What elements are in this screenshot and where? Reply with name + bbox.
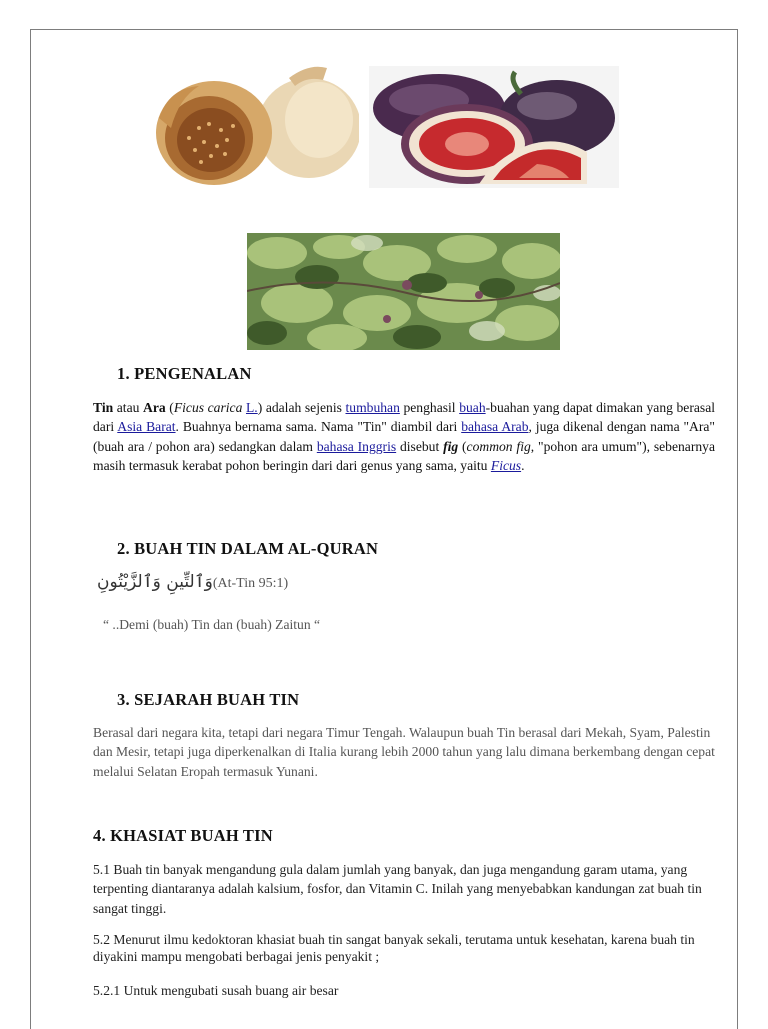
- species-name: Ficus carica: [173, 400, 243, 415]
- verse-reference: (At-Tin 95:1): [212, 576, 289, 591]
- section4-heading: 4. KHASIAT BUAH TIN: [93, 826, 273, 845]
- verse-translation: “ ..Demi (buah) Tin dan (buah) Zaitun “: [103, 617, 321, 632]
- fresh-figs-image: [369, 66, 619, 188]
- link-tumbuhan[interactable]: tumbuhan: [345, 400, 400, 415]
- section4-point-5-2: 5.2 Menurut ilmu kedoktoran khasiat buah tin sangat banyak sekali, terutama untuk kesehatan, karena buah tin diyakini mampu mengobati berbagai jenis penyakit ;: [93, 932, 695, 964]
- fig-tree-image: [247, 233, 560, 350]
- quran-verse: [97, 571, 288, 592]
- term-tin: Tin: [93, 400, 114, 415]
- term-fig: fig: [443, 438, 459, 454]
- link-asia-barat[interactable]: Asia Barat: [117, 419, 176, 435]
- section1-heading: 1. PENGENALAN: [117, 364, 252, 383]
- section4-point-5-1: 5.1 Buah tin banyak mengandung gula dalam jumlah yang banyak, dan juga mengandung garam utama, yang terpenting diantaranya adalah kalsium, fosfor, dan Vitamin C. Inilah yang menyebabkan kandungan zat buah tin sangat tinggi.: [93, 862, 702, 916]
- link-ficus[interactable]: Ficus: [490, 458, 522, 474]
- section2-heading: 2. BUAH TIN DALAM AL-QURAN: [117, 539, 379, 558]
- document-page: [30, 29, 738, 1029]
- arabic-verse: وَٱلتِّينِ وَٱلزَّيْتُونِ: [97, 572, 213, 592]
- dried-figs-image: [139, 58, 359, 190]
- link-bahasa-arab[interactable]: bahasa Arab: [461, 419, 529, 435]
- section3-paragraph: Berasal dari negara kita, tetapi dari negara Timur Tengah. Walaupun buah Tin berasal dari Mekah, Syam, Palestin dan Mesir, tetapi juga diperkenalkan di Italia kurang lebih 2000 tahun yang lalu dimana berkembang dengan cepat melalui Selatan Eropah termasuk Yunani.: [93, 725, 715, 779]
- section1-paragraph: Tin atau Ara (Ficus carica L.) adalah sejenis tumbuhan penghasil buah-buahan yang dapat dimakan yang berasal dari Asia Barat. Buahnya bernama sama. Nama "Tin" diambil dari bahasa Arab, juga dikenal dengan nama "Ara" (buah ara / pohon ara) sedangkan dalam bahasa Inggris disebut fig (common fig, "pohon ara umum"), sebenarnya masih termasuk kerabat pohon beringin dari dari genus yang sama, yaitu Ficus.: [93, 400, 716, 474]
- section3-heading: 3. SEJARAH BUAH TIN: [117, 690, 300, 709]
- link-buah[interactable]: buah: [459, 400, 486, 415]
- section4-point-5-2-1: 5.2.1 Untuk mengubati susah buang air besar: [93, 983, 339, 998]
- link-l[interactable]: L.: [245, 400, 258, 415]
- term-ara: Ara: [143, 400, 166, 415]
- link-bahasa-inggris[interactable]: bahasa Inggris: [316, 438, 397, 454]
- term-common-fig: common fig: [466, 438, 531, 454]
